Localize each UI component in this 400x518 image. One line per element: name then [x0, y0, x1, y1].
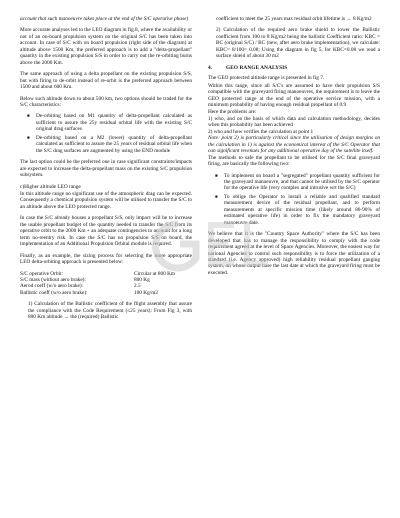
paragraph: The methods to safe the propellant to be utilised for the S/C final graveyard firing, are basically the following two: — [208, 154, 380, 168]
paragraph: In this altitude range no significant use of the atmospheric drag can be expected. Consequently a chemical propulsion system will be utilised to transfer the S/C to an altitude above the LEO protected range. — [20, 190, 192, 210]
paragraph: The last option could be the preferred one in case significant constraints/impacts are expected to increase the delta-propellant mass on the existing S/C propulsion subsystem. — [20, 159, 192, 179]
paragraph: account that such manoeuvre takes place at the end of the S/C operative phase) — [20, 16, 189, 22]
paragraph: Within this range, since all S/C's are assumed to have their propulsion S/S compatible with the graveyard firing manoeuvres, the requirement is to leave the GEO protected range at the end of the operative service mission, with a minimum probability of having enough residual propellant of 0.9 — [208, 82, 380, 108]
bullet-list — [20, 113, 192, 154]
section-number: 4. — [208, 64, 213, 71]
paragraph: We believe that it is the "Country Space Authority" where the S/C has been developed that has to manage the responsibility to comply with the code requirement agreed at the level of Space Agencies. Moreover, the easiest way for national Agencies to control such responsibility is to force the utilization of a standard (i.e. Agency approved) high reliability residual propellant gauging system, on whose output base the last date at which the graveyard firing must be executed. — [208, 231, 380, 276]
bullet-list — [208, 173, 380, 227]
paragraph: Finally, as an example, the sizing process for selecting the more appropriate LEO delta-orbiting approach is presented below: — [20, 252, 192, 266]
note-paragraph: Note: point 2) is particularly critical since the utilisation of design margins on the calculation in 1) is against the economical interest of the S/C Operator that can significant revenues for any additional operative day of the satellite itself. — [208, 135, 380, 155]
list-item: ■ To implement on board a "segregated" propellant quantity sufficient for the graveyard manoeuvre, and that cannot be utilised by the S/C operator for the operative life (very complex and intrusive wrt the S/C) — [224, 173, 380, 192]
paragraph: In case the S/C already houses a propellant S/S, only impact will be to increase the usable propellant budget of the quantity needed to transfer the S/C from its operative orbit to the 2000 Km + an adequate contingencies to account for a long term no-reentry risk. In case the S/C has no propulsion S/S on board, the implementation of an Additional Propulsion Orbital module is required. — [20, 215, 192, 248]
spec-key: S/C operative Orbit: — [20, 270, 63, 277]
paragraph: 2) who and how verifies the calculation at point 1 — [208, 128, 314, 135]
two-column-body — [20, 16, 380, 326]
spec-value: 800 Kg — [134, 276, 150, 283]
paragraph: coefficient to meet the 25 years max residual orbit lifetime is → 8 Kg/m2 — [216, 16, 372, 22]
list-item: ■ To oblige the Operator to install a reliable and qualified standard measurement device of the residual propellant, and to perform measurements at specific mission time (likely around 80-90% of estimated operative life) in order to fix the mandatory graveyard manoeuvre date. — [224, 194, 380, 226]
paragraph: 1) Calculation of the Ballistic coefficient of the flight assembly that assure the compliance with the Code Requirement (≤25 years): From Fig 3, with 800 Km altitude → the (required) Ballistic — [28, 301, 192, 321]
subsection-title: c)Higher altitude LEO range — [20, 183, 81, 190]
table-row — [20, 290, 192, 296]
paragraph: The same approach of using a delta propellant on the existing propulsion S/S, but with firing to de-orbit instead of re-orbit is the preferred approach between 1500 and about 600 Km. — [20, 71, 192, 91]
right-column — [208, 16, 380, 326]
spec-key: Aerod coeff (w/o aero brake): — [20, 283, 84, 290]
spec-key: S/C mass (without aero brake): — [20, 276, 86, 283]
paragraph: Below such altitude down to about 500 km, two options should be traded for the S/C characteristics: — [20, 95, 192, 108]
paragraph: Here the problems are: — [208, 109, 257, 116]
list-item: ■ De-orbiting based on M1 quantity of delta-propellant calculated as sufficient to assure the 25y residual orbital life with the existing S/C original drag surfaces — [36, 113, 192, 132]
paragraph: The GEO protected altitude range is presented in fig 7. — [208, 75, 325, 82]
paragraph: 2) Calculation of the required aero brake shield to lower the Ballistic coefficient from 100 to 8 Kg/m2 being the ballistic Coefficient ratio: KBC = BC (original S/C) / BC (new, after aero brake implementation), we calculate: KBC= 8/100= 0.08; Using the diagram in fig 5, for KBC=0.08 we read a surface shield of about 30 m2 — [216, 27, 380, 60]
spec-value: 2.5 — [134, 283, 141, 290]
left-column — [20, 16, 192, 326]
spec-table — [20, 271, 192, 297]
paragraph: More accurate analyses led to the LEO diagram in fig.8, where the availability or not of an on-board propulsion system on the original S/C has been taken into account. In case of S/C with on board propulsion (right side of the diagram) at altitude above 1500 Km, the preferred approach is to add a "delta-propellant" quantity in the existing propulsion S/S in order to carry out the re-orbiting burns above the 2000 Km. — [20, 27, 192, 66]
spec-value: Circular at 800 Km — [134, 270, 176, 277]
section-heading — [208, 65, 380, 71]
paragraph: 1) who, and on the basis of which data and calculation methodology, decides when this probability has been achieved — [208, 115, 380, 129]
section-title: GEO RANGE ANALYSIS — [226, 64, 288, 71]
list-item: ■ De-orbiting based on a M2 (lower) quantity of delta-propellant calculated as sufficient to assure the 25 years of residual orbital life when the S/C drag surfaces are augmented by using the END module — [36, 135, 192, 154]
spec-value: 100 Kg/m2 — [134, 289, 158, 296]
spec-key: Ballistic coeff (w/o aero brake): — [20, 289, 88, 296]
